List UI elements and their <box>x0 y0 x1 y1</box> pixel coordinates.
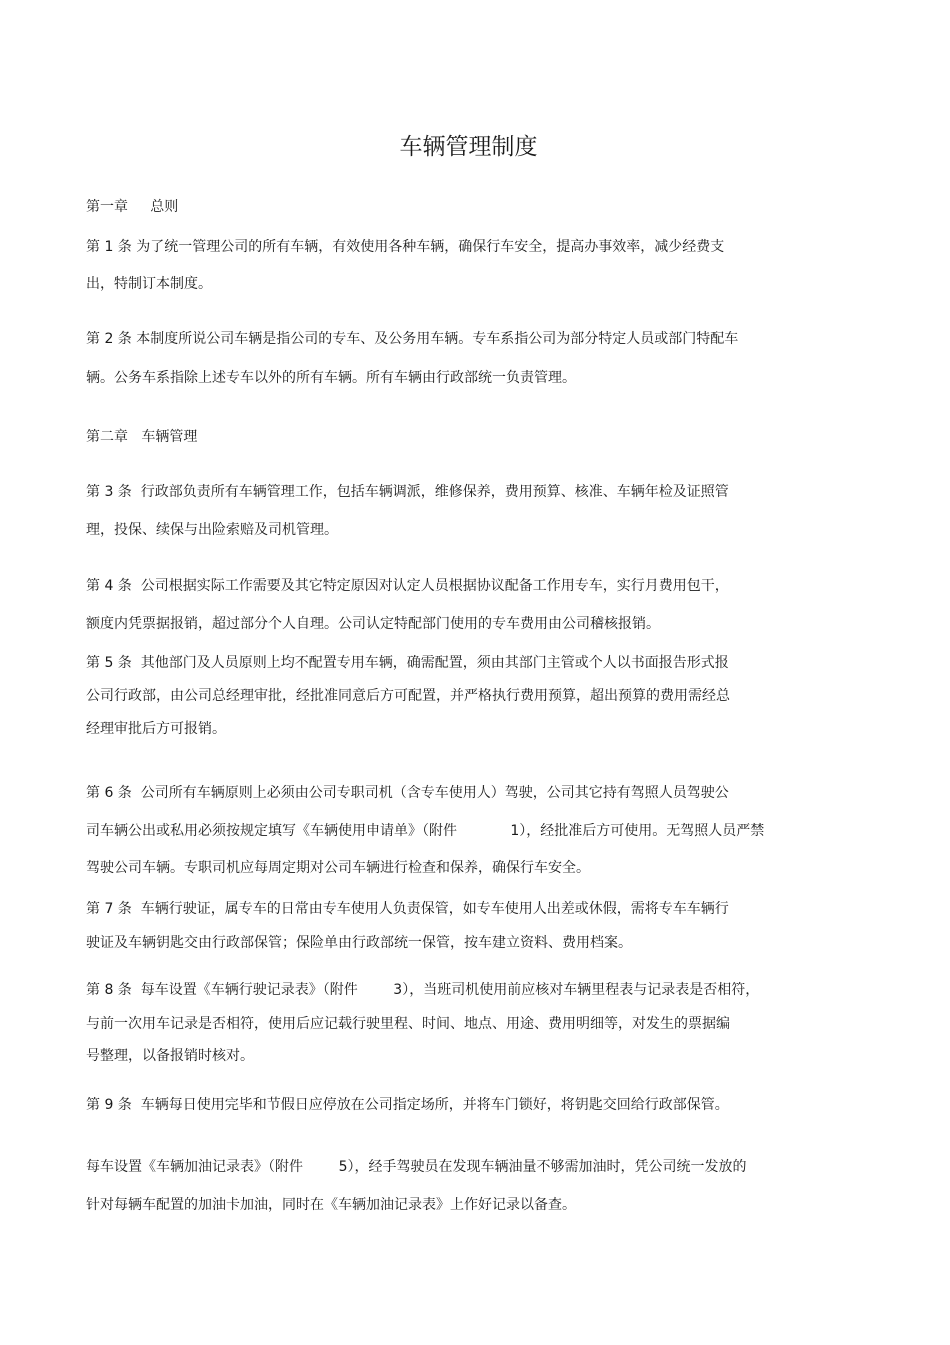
article-2-line-2: 辆。公务车系指除上述专车以外的所有车辆。所有车辆由行政部统一负责管理。 <box>86 370 576 386</box>
article-7-line-1: 第 7 条 车辆行驶证，属专车的日常由专车使用人负责保管，如专车使用人出差或休假，需将专车车辆行 <box>86 901 729 917</box>
article-1-line-2: 出，特制订本制度。 <box>86 276 212 292</box>
fuel-record-line-1: 每车设置《车辆加油记录表》（附件 5），经手驾驶员在发现车辆油量不够需加油时，凭公司统一发放的 <box>86 1159 747 1175</box>
article-8-line-3: 号整理，以备报销时核对。 <box>86 1048 254 1064</box>
article-3-line-2: 理，投保、续保与出险索赔及司机管理。 <box>86 522 338 538</box>
chapter-1-heading: 第一章 总则 <box>86 199 179 215</box>
chapter-2-heading: 第二章 车辆管理 <box>86 429 198 445</box>
article-5-line-2: 公司行政部，由公司总经理审批，经批准同意后方可配置，并严格执行费用预算，超出预算的费用需经总 <box>86 688 730 704</box>
article-1-line-1: 第 1 条 为了统一管理公司的所有车辆，有效使用各种车辆，确保行车安全，提高办事效率，减少经费支 <box>86 239 725 255</box>
article-9-line-1: 第 9 条 车辆每日使用完毕和节假日应停放在公司指定场所，并将车门锁好，将钥匙交回给行政部保管。 <box>86 1097 729 1113</box>
article-4-line-2: 额度内凭票据报销，超过部分个人自理。公司认定特配部门使用的专车费用由公司稽核报销。 <box>86 616 660 632</box>
article-8-line-2: 与前一次用车记录是否相符，使用后应记载行驶里程、时间、地点、用途、费用明细等，对发生的票据编 <box>86 1016 730 1032</box>
article-7-line-2: 驶证及车辆钥匙交由行政部保管；保险单由行政部统一保管，按车建立资料、费用档案。 <box>86 935 632 951</box>
article-4-line-1: 第 4 条 公司根据实际工作需要及其它特定原因对认定人员根据协议配备工作用专车，实行月费用包干， <box>86 578 729 594</box>
document-title: 车辆管理制度 <box>399 134 538 160</box>
article-6-line-1: 第 6 条 公司所有车辆原则上必须由公司专职司机（含专车使用人）驾驶，公司其它持有驾照人员驾驶公 <box>86 785 729 801</box>
article-6-line-2: 司车辆公出或私用必须按规定填写《车辆使用申请单》（附件 1），经批准后方可使用。无驾照人员严禁 <box>86 823 765 839</box>
article-5-line-3: 经理审批后方可报销。 <box>86 721 226 737</box>
fuel-record-line-2: 针对每辆车配置的加油卡加油，同时在《车辆加油记录表》上作好记录以备查。 <box>86 1197 576 1213</box>
article-6-line-3: 驾驶公司车辆。专职司机应每周定期对公司车辆进行检查和保养，确保行车安全。 <box>86 860 590 876</box>
article-3-line-1: 第 3 条 行政部负责所有车辆管理工作，包括车辆调派，维修保养，费用预算、核准、车辆年检及证照管 <box>86 484 729 500</box>
article-8-line-1: 第 8 条 每车设置《车辆行驶记录表》（附件 3），当班司机使用前应核对车辆里程表与记录表是否相符， <box>86 982 760 998</box>
article-5-line-1: 第 5 条 其他部门及人员原则上均不配置专用车辆，确需配置，须由其部门主管或个人以书面报告形式报 <box>86 655 729 671</box>
article-2-line-1: 第 2 条 本制度所说公司车辆是指公司的专车、及公务用车辆。专车系指公司为部分特定人员或部门特配车 <box>86 331 739 347</box>
